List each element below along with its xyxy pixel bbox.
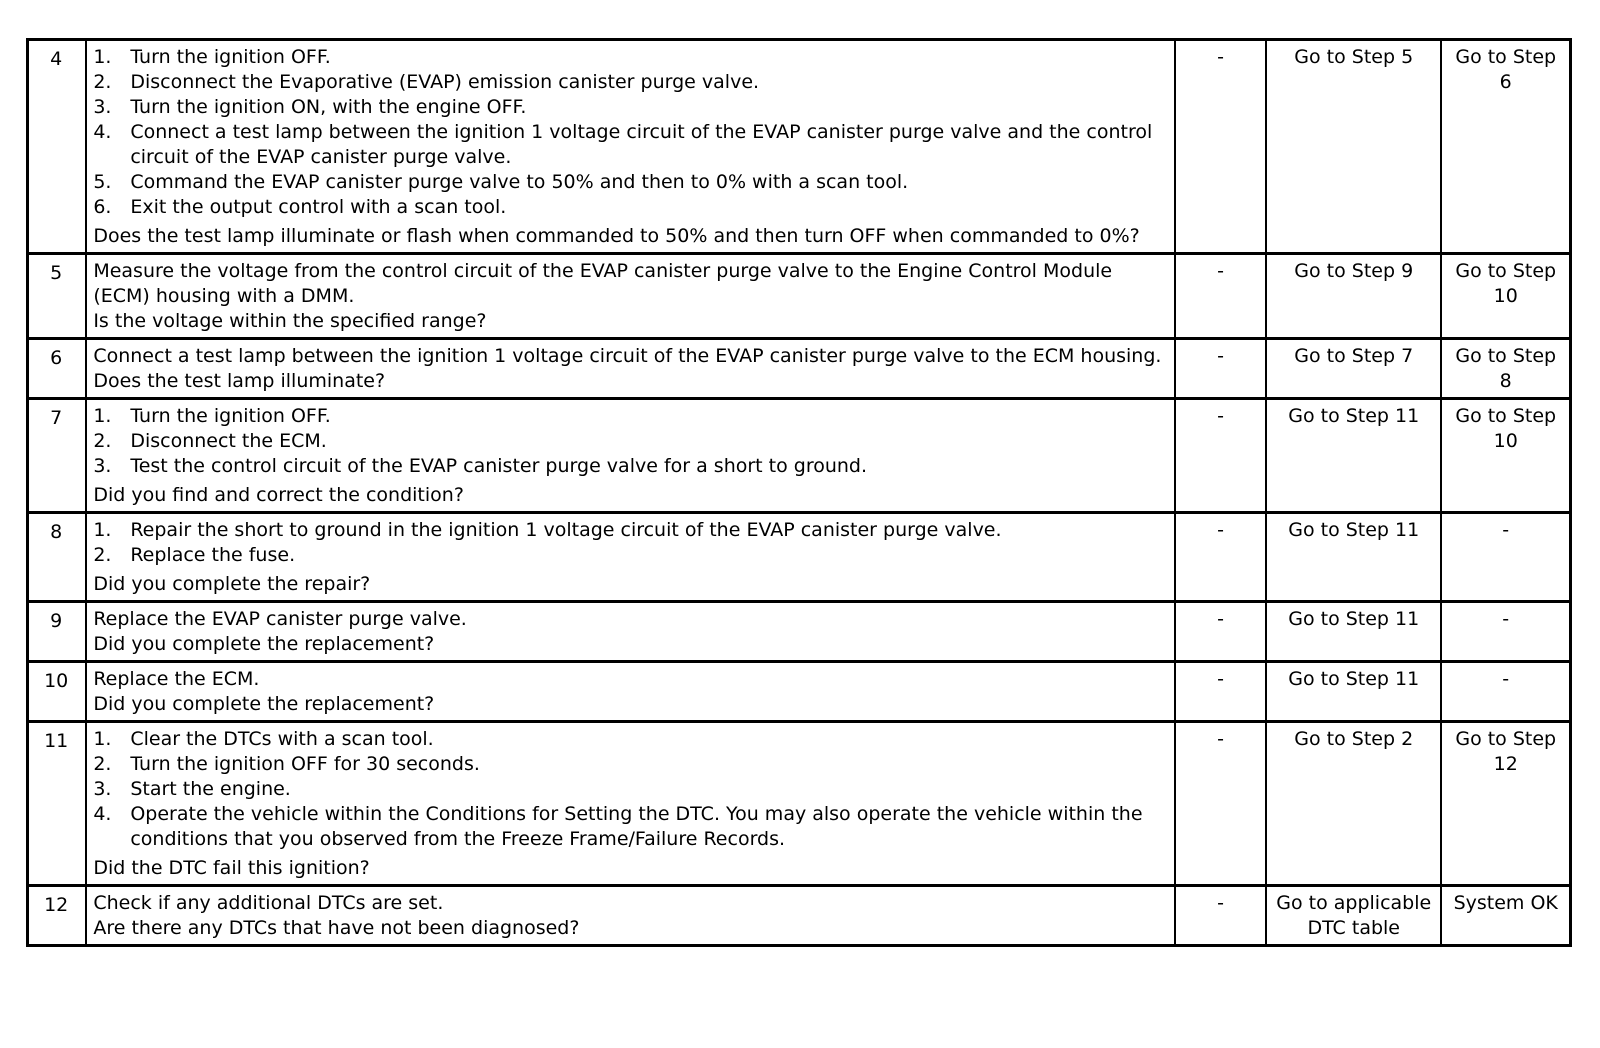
step-action	[86, 399, 1175, 513]
step-number: 5	[28, 254, 87, 339]
step-no-action: System OK	[1441, 886, 1570, 946]
step-value: -	[1175, 40, 1266, 254]
action-item-number: 4.	[93, 121, 112, 143]
step-yes-action: Go to Step 5	[1266, 40, 1441, 254]
step-action	[86, 602, 1175, 662]
action-item-text: Operate the vehicle within the Conditions for Setting the DTC. You may also operate the vehicle within the conditions that you observed from the Freeze Frame/Failure Records.	[130, 803, 1143, 850]
action-list	[93, 404, 1168, 479]
step-number: 10	[28, 662, 87, 722]
step-row-7	[28, 399, 1571, 513]
action-item	[93, 404, 1168, 429]
action-item	[93, 752, 1168, 777]
step-action	[86, 513, 1175, 602]
step-number: 8	[28, 513, 87, 602]
step-number: 11	[28, 722, 87, 886]
step-yes-action: Go to Step 7	[1266, 339, 1441, 399]
step-value: -	[1175, 254, 1266, 339]
action-item	[93, 543, 1168, 568]
action-item-text: Turn the ignition OFF for 30 seconds.	[130, 753, 480, 775]
step-action	[86, 662, 1175, 722]
step-yes-action: Go to Step 9	[1266, 254, 1441, 339]
step-row-12	[28, 886, 1571, 946]
action-item-number: 5.	[93, 171, 112, 193]
step-value: -	[1175, 662, 1266, 722]
action-item	[93, 777, 1168, 802]
action-item-text: Repair the short to ground in the ignition 1 voltage circuit of the EVAP canister purge valve.	[130, 519, 1002, 541]
step-action	[86, 254, 1175, 339]
action-text-line: Replace the ECM.	[93, 668, 260, 690]
step-value: -	[1175, 399, 1266, 513]
step-action	[86, 40, 1175, 254]
step-no-action: Go to Step 6	[1441, 40, 1570, 254]
action-text-line: Are there any DTCs that have not been diagnosed?	[93, 917, 580, 939]
step-question: Did the DTC fail this ignition?	[93, 857, 370, 879]
step-yes-action: Go to Step 2	[1266, 722, 1441, 886]
action-item-text: Connect a test lamp between the ignition 1 voltage circuit of the EVAP canister purge valve and the control circuit of the EVAP canister purge valve.	[130, 121, 1153, 168]
step-number: 12	[28, 886, 87, 946]
action-item-number: 1.	[93, 46, 112, 68]
step-action	[86, 339, 1175, 399]
action-item-text: Test the control circuit of the EVAP canister purge valve for a short to ground.	[130, 455, 868, 477]
step-value: -	[1175, 722, 1266, 886]
action-item	[93, 429, 1168, 454]
action-item-number: 3.	[93, 778, 112, 800]
step-number: 9	[28, 602, 87, 662]
action-item-number: 6.	[93, 196, 112, 218]
action-list	[93, 727, 1168, 852]
action-item	[93, 802, 1168, 852]
action-text-line: Replace the EVAP canister purge valve.	[93, 608, 467, 630]
step-no-action: -	[1441, 602, 1570, 662]
action-item	[93, 195, 1168, 220]
step-row-9	[28, 602, 1571, 662]
step-no-action: Go to Step 8	[1441, 339, 1570, 399]
step-yes-action: Go to Step 11	[1266, 662, 1441, 722]
action-item-text: Clear the DTCs with a scan tool.	[130, 728, 434, 750]
step-question: Did you find and correct the condition?	[93, 484, 464, 506]
action-item-text: Turn the ignition OFF.	[130, 405, 331, 427]
action-item-number: 2.	[93, 71, 112, 93]
step-value: -	[1175, 602, 1266, 662]
action-item-text: Exit the output control with a scan tool.	[130, 196, 507, 218]
step-row-4	[28, 40, 1571, 254]
action-item-text: Replace the fuse.	[130, 544, 296, 566]
action-item-text: Disconnect the ECM.	[130, 430, 327, 452]
step-no-action: Go to Step 10	[1441, 254, 1570, 339]
diagnostic-table-body	[28, 40, 1571, 946]
action-item-number: 3.	[93, 96, 112, 118]
action-item-text: Turn the ignition OFF.	[130, 46, 331, 68]
step-number: 4	[28, 40, 87, 254]
action-item-text: Disconnect the Evaporative (EVAP) emission canister purge valve.	[130, 71, 760, 93]
action-text-line: Does the test lamp illuminate?	[93, 370, 386, 392]
action-item	[93, 70, 1168, 95]
step-action	[86, 722, 1175, 886]
action-item	[93, 45, 1168, 70]
action-item-text: Turn the ignition ON, with the engine OFF.	[130, 96, 527, 118]
action-item-number: 2.	[93, 430, 112, 452]
action-text-line: Connect a test lamp between the ignition 1 voltage circuit of the EVAP canister purge valve to the ECM housing.	[93, 345, 1162, 367]
action-item-number: 4.	[93, 803, 112, 825]
action-item-number: 3.	[93, 455, 112, 477]
action-text-line: Is the voltage within the specified range?	[93, 310, 487, 332]
step-no-action: Go to Step 12	[1441, 722, 1570, 886]
step-no-action: -	[1441, 513, 1570, 602]
action-item-text: Start the engine.	[130, 778, 291, 800]
action-list	[93, 45, 1168, 220]
action-text-line: Measure the voltage from the control circuit of the EVAP canister purge valve to the Engine Control Module (ECM) housing with a DMM.	[93, 260, 1113, 307]
step-number: 6	[28, 339, 87, 399]
step-row-11	[28, 722, 1571, 886]
step-question: Does the test lamp illuminate or flash when commanded to 50% and then turn OFF when commanded to 0%?	[93, 225, 1140, 247]
action-item	[93, 727, 1168, 752]
step-action	[86, 886, 1175, 946]
action-item-number: 1.	[93, 405, 112, 427]
step-yes-action: Go to applicable DTC table	[1266, 886, 1441, 946]
step-row-8	[28, 513, 1571, 602]
step-row-6	[28, 339, 1571, 399]
diagnostic-table	[26, 38, 1572, 947]
action-item	[93, 120, 1168, 170]
step-no-action: -	[1441, 662, 1570, 722]
step-number: 7	[28, 399, 87, 513]
step-question: Did you complete the repair?	[93, 573, 371, 595]
action-item-text: Command the EVAP canister purge valve to 50% and then to 0% with a scan tool.	[130, 171, 909, 193]
action-text-line: Check if any additional DTCs are set.	[93, 892, 444, 914]
step-value: -	[1175, 513, 1266, 602]
step-yes-action: Go to Step 11	[1266, 513, 1441, 602]
step-row-10	[28, 662, 1571, 722]
action-list	[93, 518, 1168, 568]
action-text-line: Did you complete the replacement?	[93, 693, 435, 715]
step-value: -	[1175, 339, 1266, 399]
step-yes-action: Go to Step 11	[1266, 399, 1441, 513]
action-item-number: 2.	[93, 753, 112, 775]
action-item	[93, 518, 1168, 543]
action-item-number: 1.	[93, 519, 112, 541]
step-no-action: Go to Step 10	[1441, 399, 1570, 513]
action-item-number: 2.	[93, 544, 112, 566]
action-item-number: 1.	[93, 728, 112, 750]
step-yes-action: Go to Step 11	[1266, 602, 1441, 662]
step-row-5	[28, 254, 1571, 339]
action-item	[93, 95, 1168, 120]
action-item	[93, 454, 1168, 479]
action-text-line: Did you complete the replacement?	[93, 633, 435, 655]
step-value: -	[1175, 886, 1266, 946]
action-item	[93, 170, 1168, 195]
